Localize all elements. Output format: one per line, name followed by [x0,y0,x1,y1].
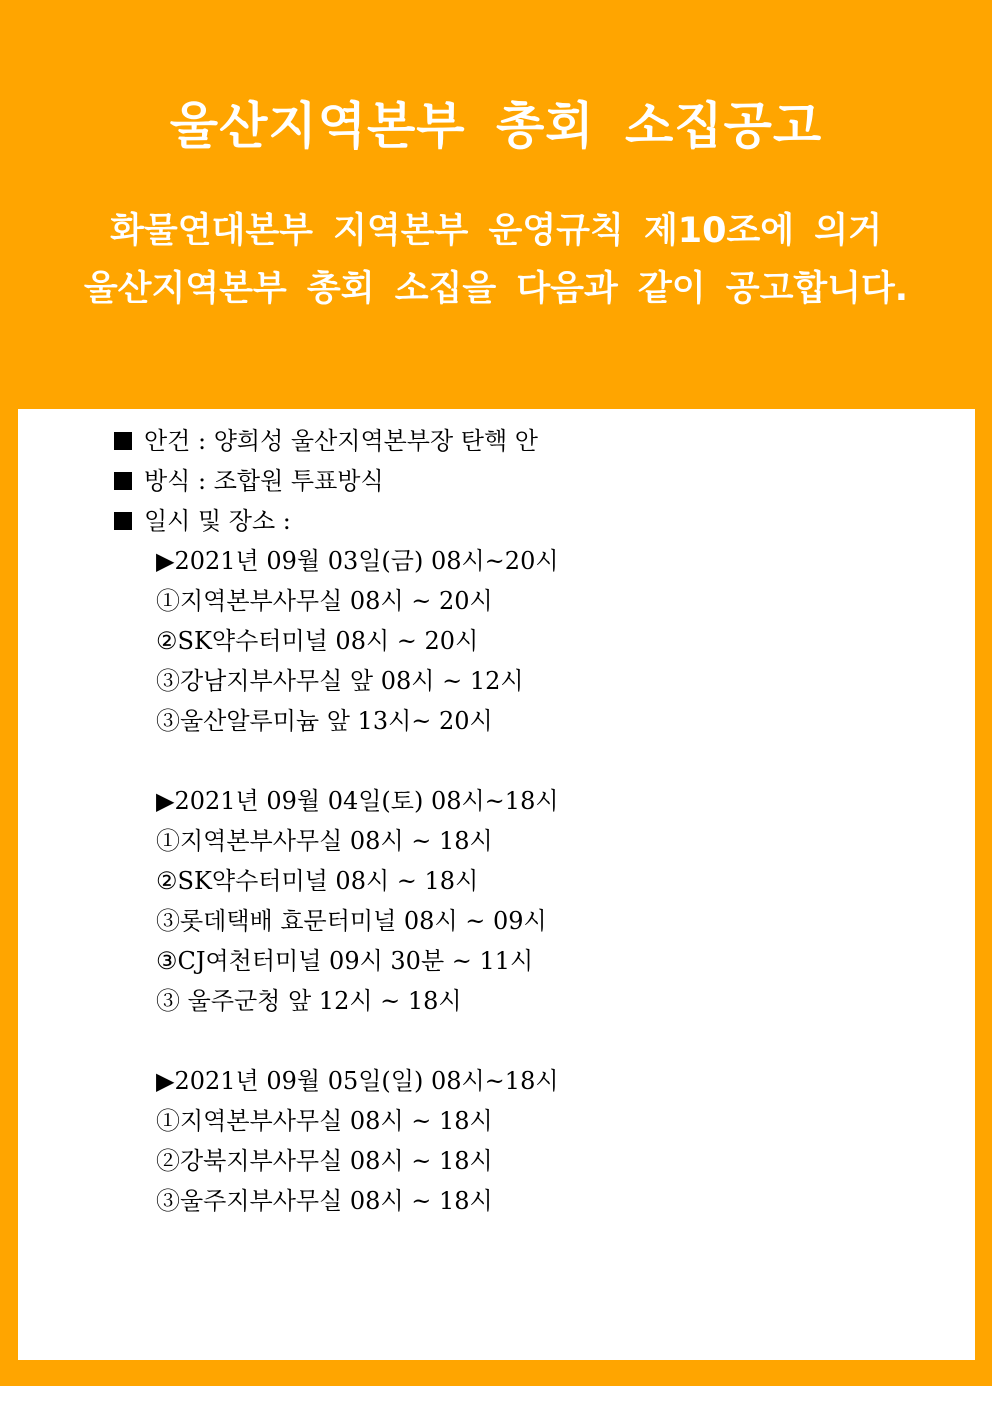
schedule-location: ③CJ여천터미널 09시 30분 ~ 11시 [156,947,534,975]
schedule-location: ②강북지부사무실 08시 ~ 18시 [156,1147,493,1175]
schedule-location: ②SK약수터미널 08시 ~ 18시 [156,867,479,895]
schedule-item [18,501,975,541]
agenda-item [18,421,975,461]
black-square-icon [114,432,132,450]
schedule-location: ①지역본부사무실 08시 ~ 18시 [156,827,493,855]
schedule-location: ③ 울주군청 앞 12시 ~ 18시 [156,987,462,1015]
schedule-location: ③울산알루미늄 앞 13시~ 20시 [156,707,493,735]
black-square-icon [114,512,132,530]
schedule-location: ③롯데택배 효문터미널 08시 ~ 09시 [156,907,547,935]
schedule-date-1: ▶2021년 09월 03일(금) 08시~20시 [156,547,559,575]
agenda-text: 안건 : 양희성 울산지역본부장 탄핵 안 [144,427,538,455]
notice-body [18,421,975,1221]
schedule-heading: 일시 및 장소 : [144,507,291,535]
method-text: 방식 : 조합원 투표방식 [144,467,384,495]
schedule-location: ①지역본부사무실 08시 ~ 20시 [156,587,493,615]
schedule-date-2: ▶2021년 09월 04일(토) 08시~18시 [156,787,559,815]
notice-subtitle-line-1: 화물연대본부 지역본부 운영규칙 제10조에 의거 [110,211,882,251]
schedule-date-3: ▶2021년 09월 05일(일) 08시~18시 [156,1067,559,1095]
schedule-location: ②SK약수터미널 08시 ~ 20시 [156,627,479,655]
schedule-location: ③강남지부사무실 앞 08시 ~ 12시 [156,667,524,695]
notice-title: 울산지역본부 총회 소집공고 [169,97,823,155]
spacer [18,741,975,781]
notice-subtitle-line-2: 울산지역본부 총회 소집을 다음과 같이 공고합니다. [83,269,909,309]
spacer [18,1021,975,1061]
schedule-location: ①지역본부사무실 08시 ~ 18시 [156,1107,493,1135]
notice-content-panel [18,409,975,1360]
method-item [18,461,975,501]
schedule-location: ③울주지부사무실 08시 ~ 18시 [156,1187,493,1215]
black-square-icon [114,472,132,490]
